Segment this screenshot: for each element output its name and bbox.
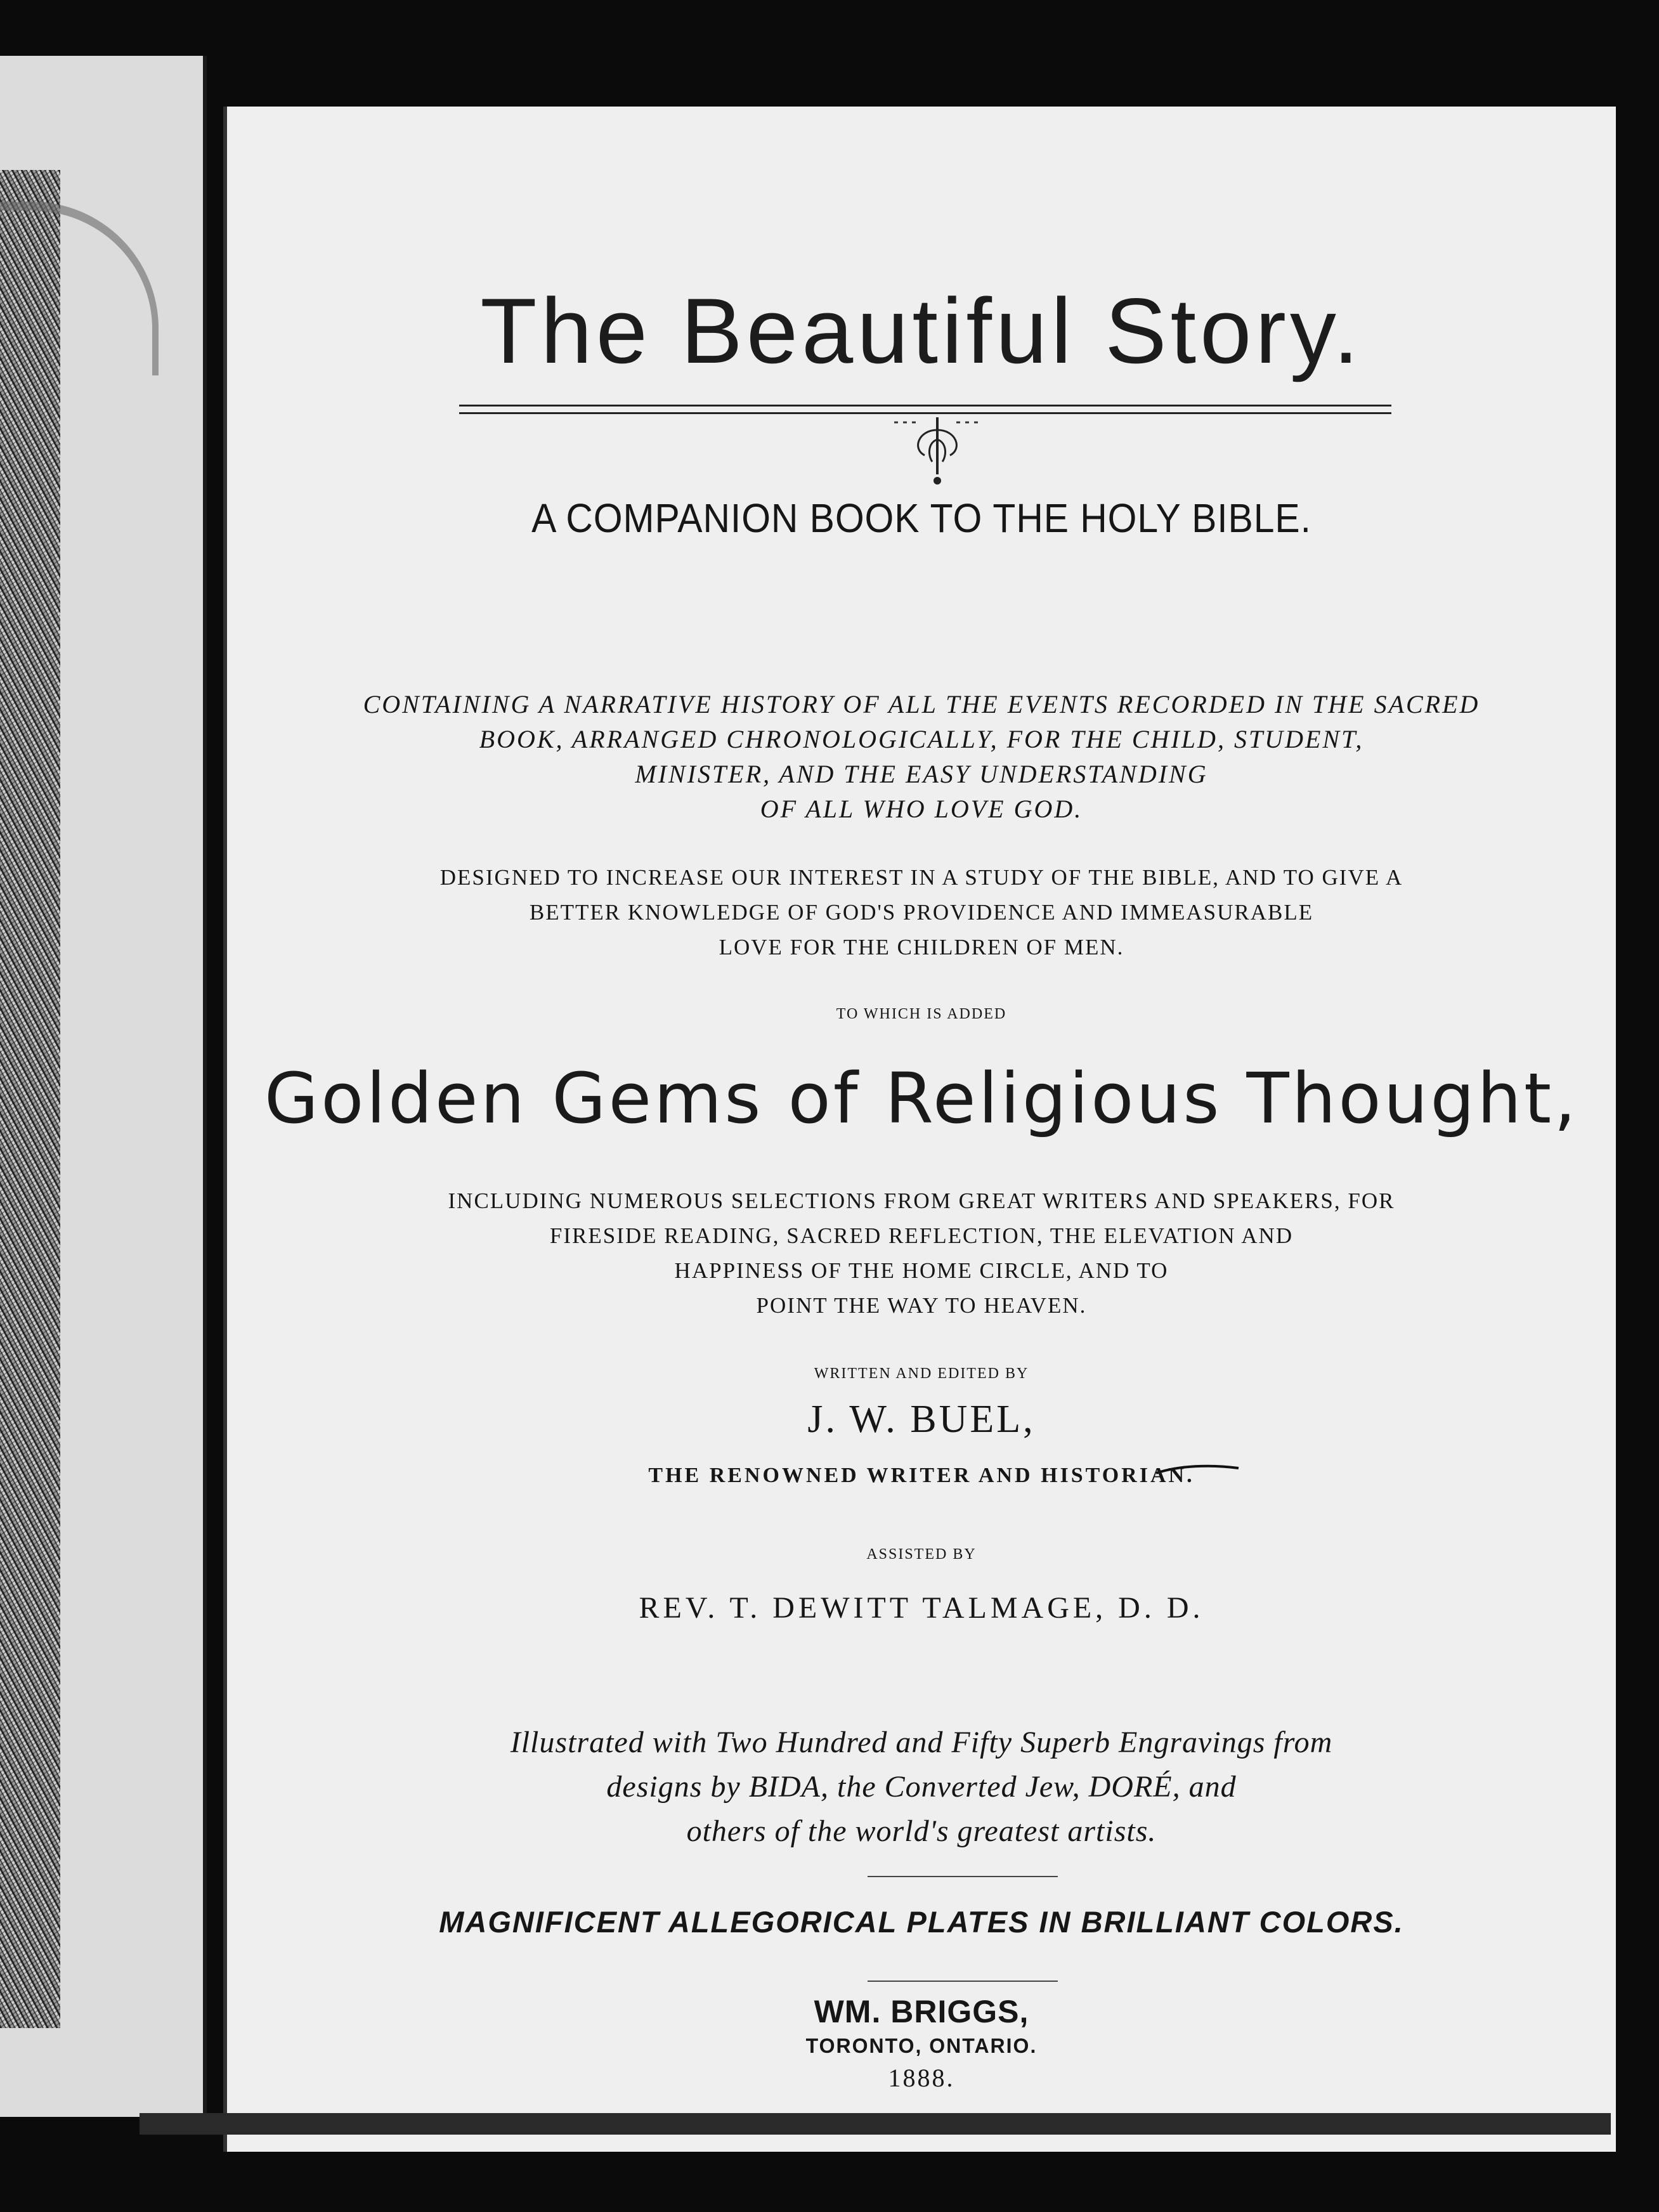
author-description: THE RENOWNED WRITER AND HISTORIAN. [648,1464,1195,1487]
facing-page [0,56,207,2117]
assisted-label: ASSISTED BY [866,1546,977,1563]
subtitle: A COMPANION BOOK TO THE HOLY BIBLE. [531,495,1311,541]
illustration-line-2: designs by BIDA, the Converted Jew, DORÉ, and [606,1770,1237,1804]
publication-year: 1888. [888,2064,955,2092]
publisher-city: TORONTO, ONTARIO. [805,2034,1038,2057]
title-page [223,107,1616,2152]
illustration-line-1: Illustrated with Two Hundred and Fifty Superb Engravings from [510,1726,1333,1759]
purpose-line-3: LOVE FOR THE CHILDREN OF MEN. [719,935,1124,960]
purpose-line-1: DESIGNED TO INCREASE OUR INTEREST IN A STUDY OF THE BIBLE, AND TO GIVE A [439,865,1403,890]
book-bottom-edge [140,2113,1611,2135]
added-label: TO WHICH IS ADDED [836,1006,1007,1022]
ornament-icon [893,417,982,493]
frontispiece-engraving [0,170,60,2028]
title-rule-top [459,405,1391,407]
plates-note: MAGNIFICENT ALLEGORICAL PLATES IN BRILLIANT COLORS. [439,1905,1404,1939]
description-line-3: MINISTER, AND THE EASY UNDERSTANDING [635,760,1208,788]
publisher: WM. BRIGGS, [814,1994,1029,2029]
secondary-line-4: POINT THE WAY TO HEAVEN. [756,1293,1087,1318]
engraving-arch [0,202,159,375]
written-label: WRITTEN AND EDITED BY [814,1365,1029,1382]
description-line-4: OF ALL WHO LOVE GOD. [760,795,1083,823]
secondary-line-2: FIRESIDE READING, SACRED REFLECTION, THE ELEVATION AND [549,1223,1294,1248]
description-line-1: CONTAINING A NARRATIVE HISTORY OF ALL THE EVENTS RECORDED IN THE SACRED [363,690,1480,719]
description-line-2: BOOK, ARRANGED CHRONOLOGICALLY, FOR THE CHILD, STUDENT, [479,725,1364,753]
purpose-line-2: BETTER KNOWLEDGE OF GOD'S PROVIDENCE AND IMMEASURABLE [529,900,1314,925]
secondary-title: Golden Gems of Religious Thought, [264,1058,1579,1139]
divider-rule-2 [868,1981,1058,1982]
secondary-line-1: INCLUDING NUMEROUS SELECTIONS FROM GREAT WRITERS AND SPEAKERS, FOR [448,1188,1395,1213]
assistant-name: REV. T. DEWITT TALMAGE, D. D. [639,1591,1204,1625]
divider-rule [868,1876,1058,1877]
book-title: The Beautiful Story. [480,279,1363,382]
author-name: J. W. BUEL, [807,1398,1036,1441]
illustration-line-3: others of the world's greatest artists. [686,1814,1157,1848]
title-rule-bottom [459,412,1391,414]
secondary-line-3: HAPPINESS OF THE HOME CIRCLE, AND TO [674,1258,1169,1283]
